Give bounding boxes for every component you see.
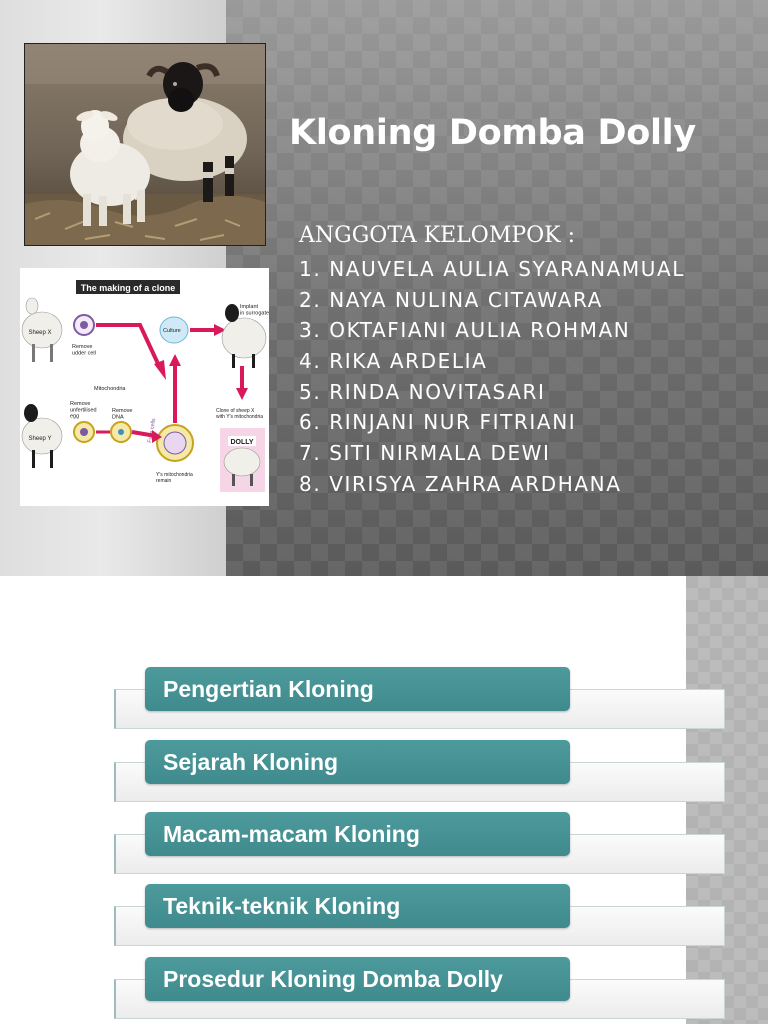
member-item: 1. NAUVELA AULIA SYARANAMUAL — [299, 257, 686, 281]
agenda-item-macam — [114, 812, 726, 878]
sheep-photo — [24, 43, 266, 246]
agenda-button-macam[interactable] — [145, 812, 570, 856]
agenda-button-label: Sejarah Kloning — [163, 749, 339, 775]
members-heading: ANGGOTA KELOMPOK : — [299, 223, 576, 248]
member-item: 2. NAYA NULINA CITAWARA — [299, 287, 603, 312]
diagram-sheep-y-label: Sheep Y — [28, 436, 52, 442]
diagram-title: The making of a clone — [80, 283, 176, 293]
member-item: 8. VIRISYA ZAHRA ARDHANA — [299, 471, 622, 496]
clone-diagram — [20, 268, 269, 506]
agenda-button-prosedur[interactable] — [145, 957, 570, 1001]
agenda-button-sejarah[interactable] — [145, 740, 570, 784]
diagram-remove-udder-label: Remove udder cell — [72, 344, 96, 357]
member-item: 3. OKTAFIANI AULIA ROHMAN — [299, 318, 631, 343]
diagram-mito-remain-label: Y's mitochondria remain — [156, 472, 193, 484]
diagram-dolly-label: DOLLY — [230, 439, 254, 446]
diagram-remove-dna-label: Remove DNA — [112, 408, 133, 421]
members-list — [299, 254, 685, 500]
diagram-fuse-cells-label: cells — [149, 417, 158, 430]
agenda-button-teknik[interactable] — [145, 884, 570, 928]
diagram-culture-label: Culture — [163, 328, 181, 334]
member-item: 6. RINJANI NUR FITRIANI — [299, 410, 577, 435]
slide-agenda — [0, 576, 768, 1024]
agenda-item-teknik — [114, 884, 726, 950]
member-item: 7. SITI NIRMALA DEWI — [299, 441, 551, 466]
diagram-remove-egg-label: Remove unfertilised egg — [70, 401, 97, 420]
agenda-item-sejarah — [114, 740, 726, 806]
agenda-button-label: Macam-macam Kloning — [163, 821, 420, 847]
diagram-clone-label: Clone of sheep X with Y's mitochondria — [216, 408, 263, 420]
agenda-item-prosedur — [114, 957, 726, 1023]
agenda-button-label: Teknik-teknik Kloning — [163, 893, 401, 919]
agenda-button-pengertian[interactable] — [145, 667, 570, 711]
member-item: 4. RIKA ARDELIA — [299, 349, 488, 374]
agenda-item-pengertian — [114, 667, 726, 733]
member-item: 5. RINDA NOVITASARI — [299, 379, 546, 404]
diagram-implant-label: Implant in surrogate — [240, 304, 269, 317]
agenda-button-label: Prosedur Kloning Domba Dolly — [163, 966, 503, 992]
slide1-title: Kloning Domba Dolly — [289, 113, 696, 153]
diagram-sheep-x-label: Sheep X — [28, 330, 52, 336]
agenda-button-label: Pengertian Kloning — [163, 676, 374, 702]
diagram-mitochondria-label: Mitochondria — [94, 386, 126, 392]
